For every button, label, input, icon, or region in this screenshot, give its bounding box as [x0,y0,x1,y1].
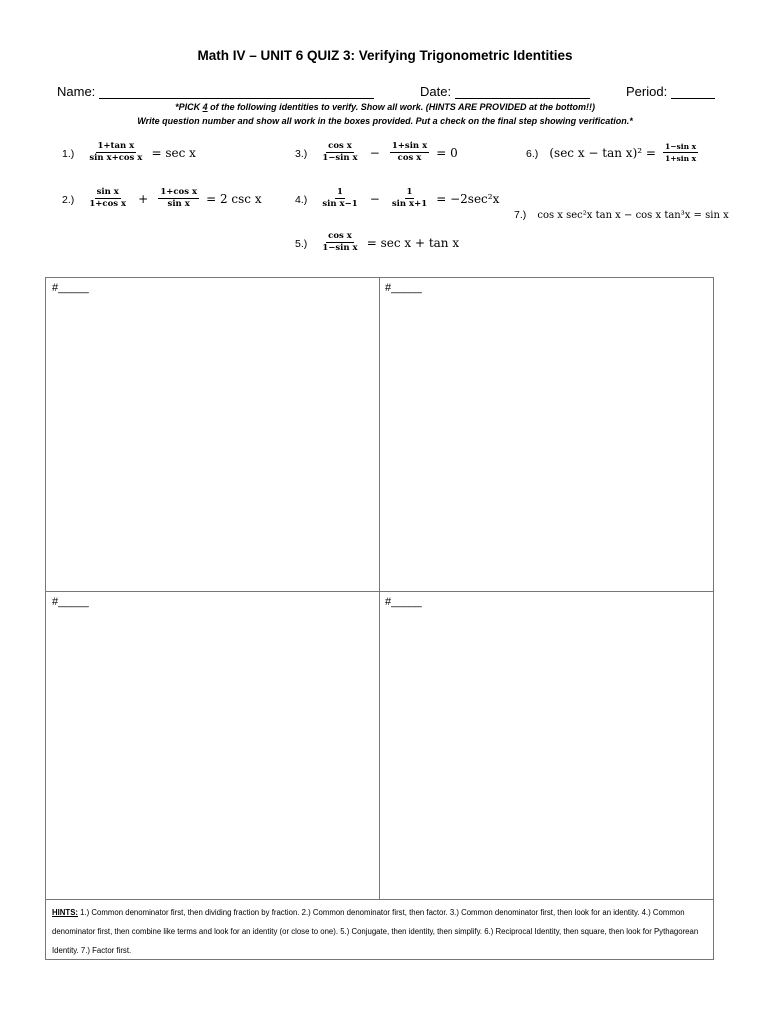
work-box-4-label[interactable]: #_____ [385,596,422,608]
problem-number: 7.) [514,209,527,221]
fraction: $\frac{1}{\text{sin x+1}}$ [391,187,428,209]
period-blank[interactable] [671,86,715,99]
grid-divider-horizontal [45,591,714,592]
name-field[interactable] [57,84,374,99]
instructions-line-2: Write question number and show all work in the boxes provided. Put a check on the final step showing verification.* [137,116,633,126]
problem-1 [62,141,196,164]
problem-3 [295,141,458,164]
instr-post: of the following identities to verify. Show all work. (HINTS ARE PROVIDED at the bottom!!) [207,102,595,112]
problem-number: 5.) [295,238,308,250]
period-label: Period: [626,84,668,99]
fraction: $\frac{\text{cos x}}{\text{1−sin x}}$ [322,141,358,163]
hints-section [52,903,712,960]
rhs: = 2 csc x [206,192,262,206]
rhs: = sec x + tan x [366,236,460,250]
name-blank[interactable] [99,86,374,99]
rhs: = −2sec²x [436,192,500,206]
fraction: $\frac{\text{sin x}}{\text{1+cos x}}$ [89,187,127,209]
problem-2 [62,187,262,210]
problem-4 [295,187,499,210]
hints-divider [45,899,714,900]
name-label: Name: [57,84,96,99]
operator: + [138,192,149,206]
work-box-1-label[interactable]: #_____ [52,282,89,294]
operator: − [369,192,380,206]
problem-5 [295,231,459,254]
date-field[interactable] [420,84,590,99]
problem-number: 3.) [295,148,308,160]
page-title: Math IV – UNIT 6 QUIZ 3: Verifying Trigonometric Identities [197,48,573,63]
date-blank[interactable] [455,86,590,99]
rhs: = sec x [151,146,196,160]
fraction: $\frac{1}{\text{sin x−1}}$ [322,187,358,209]
expression: cos x sec²x tan x − cos x tan³x = sin x [537,210,729,221]
problem-number: 6.) [526,148,539,160]
instr-num: 4 [202,102,208,112]
work-box-2-label[interactable]: #_____ [385,282,422,294]
fraction: $\frac{\text{1+sin x}}{\text{cos x}}$ [391,141,428,163]
problem-number: 2.) [62,194,75,206]
work-box-3-label[interactable]: #_____ [52,596,89,608]
problem-number: 4.) [295,194,308,206]
lhs: (sec x − tan x)² = [549,146,656,160]
problem-6 [526,141,700,164]
date-label: Date: [420,84,452,99]
period-field[interactable] [626,84,715,99]
operator: − [369,146,380,160]
problem-number: 1.) [62,148,75,160]
instructions-line-1 [0,102,770,112]
grid-divider-vertical [379,277,380,899]
hints-text: 1.) Common denominator first, then dividing fraction by fraction. 2.) Common denominator first, then factor. 3.) Common denominator first, then look for an identity. 4.) Common denominator first, then combine like terms and look for an identity (or close to one). 5.) Conjugate, then identity, then simplify. 6.) Reciprocal Identity, then square, then look for Pythagorean Identity. 7.) Factor first. [52,908,699,955]
problem-7 [514,203,729,222]
fraction: $\frac{\text{1+cos x}}{\text{sin x}}$ [160,187,198,209]
instr-pre: *PICK [175,102,203,112]
rhs: = 0 [436,146,458,160]
hints-label: HINTS: [52,908,78,917]
fraction: $\frac{\text{1+tan x}}{\text{sin x+cos x}}$ [89,141,143,163]
fraction: $\frac{\text{1−sin x}}{\text{1+sin x}}$ [665,142,697,163]
fraction: $\frac{\text{cos x}}{\text{1−sin x}}$ [322,231,358,253]
